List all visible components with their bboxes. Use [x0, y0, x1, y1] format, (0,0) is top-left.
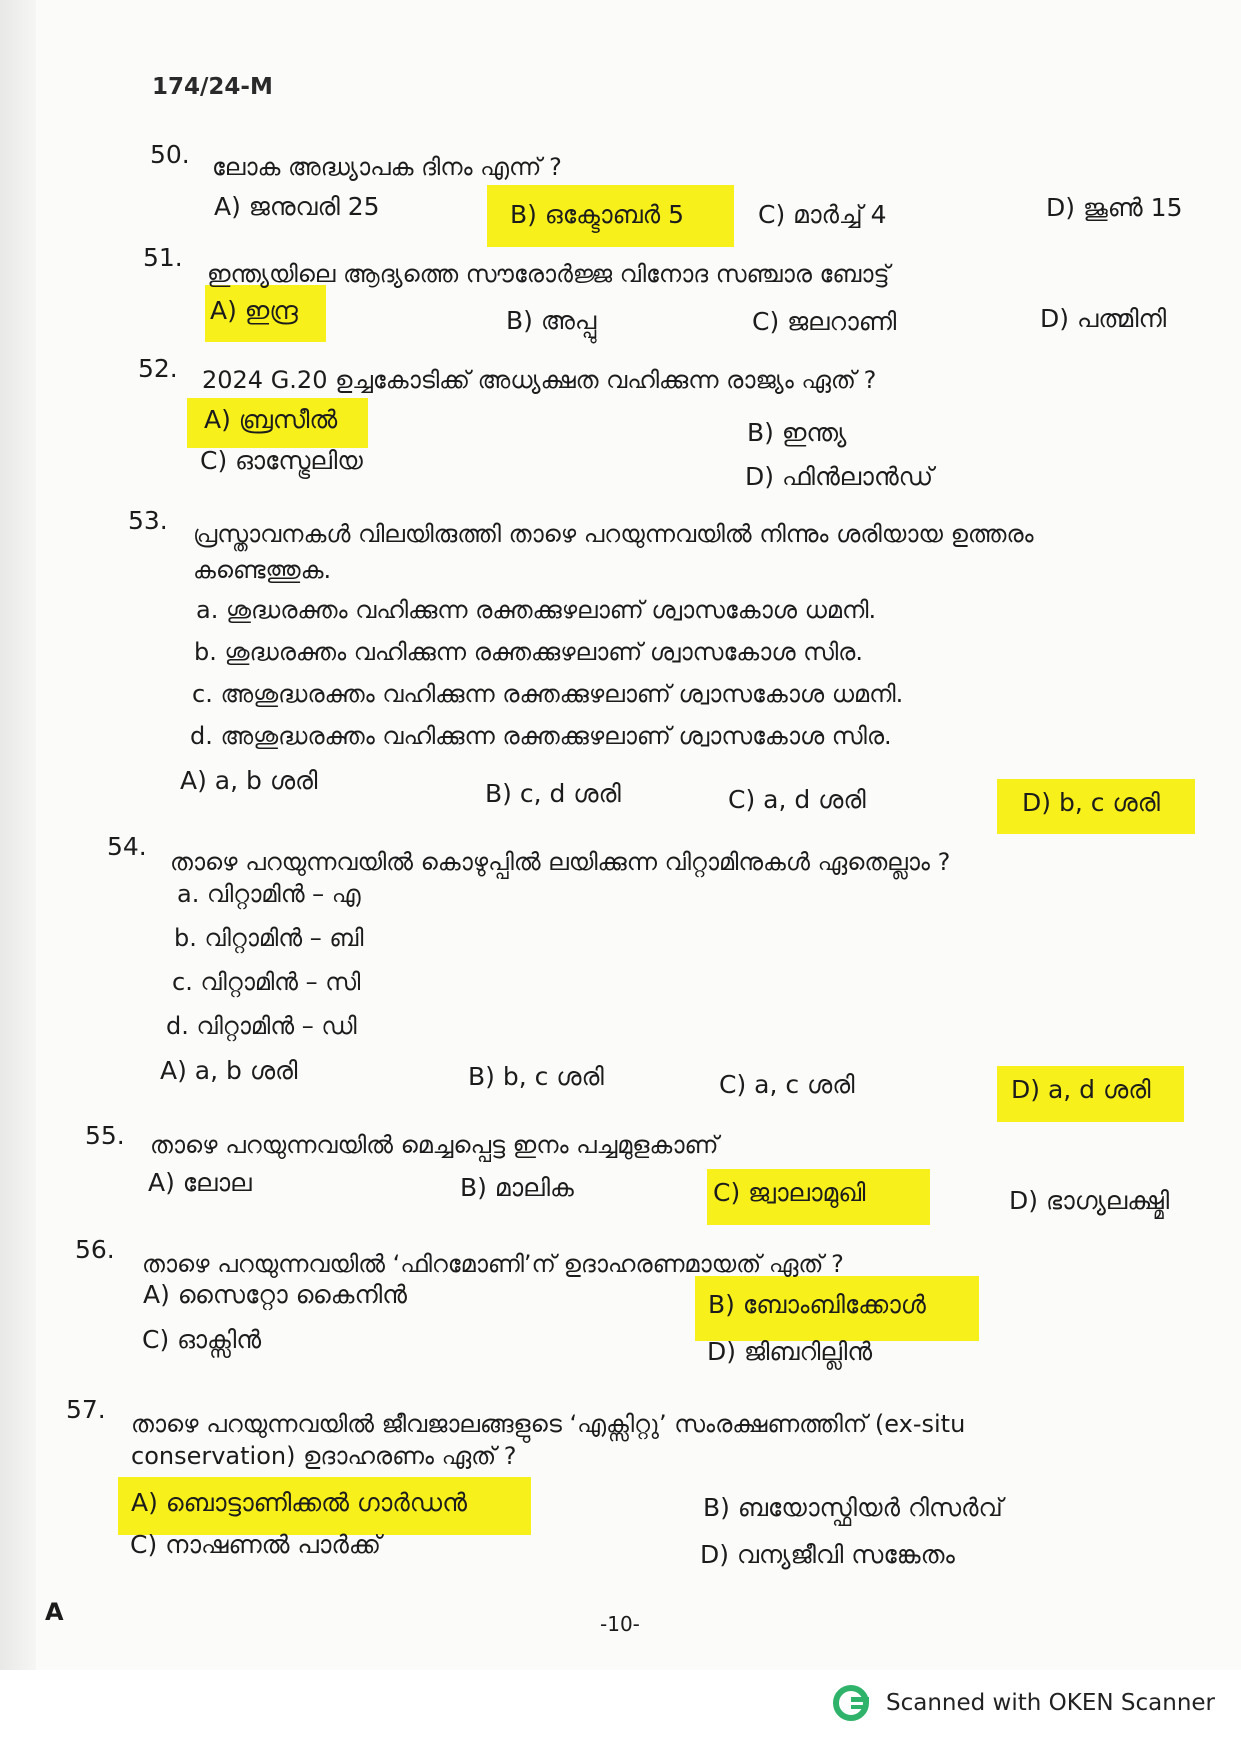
statement-a: a. വിറ്റാമിൻ – എ [177, 880, 361, 908]
question-text-line2: conservation) ഉദാഹരണം ഏത് ? [131, 1442, 517, 1470]
question-number: 51. [143, 243, 183, 272]
statement-b: b. ശുദ്ധരക്തം വഹിക്കുന്ന രക്തക്കുഴലാണ് ശ്വാസകോശ സിര. [194, 638, 863, 666]
question-number: 52. [138, 354, 178, 383]
statement-d: d. അശുദ്ധരക്തം വഹിക്കുന്ന രക്തക്കുഴലാണ് ശ്വാസകോശ സിര. [190, 722, 892, 750]
question-text-line1: താഴെ പറയുന്നവയിൽ ജീവജാലങ്ങളുടെ ‘എക്സിറ്റു’ സംരക്ഷണത്തിന് (ex-situ [131, 1410, 966, 1438]
option-d: D) ജൂൺ 15 [1046, 193, 1183, 222]
option-a: A) ബ്രസീൽ [204, 405, 338, 434]
question-text: 2024 G.20 ഉച്ചകോടിക്ക് അധ്യക്ഷത വഹിക്കുന്ന രാജ്യം ഏത് ? [202, 366, 877, 394]
question-text: ലോക അദ്ധ്യാപക ദിനം എന്ന് ? [212, 153, 562, 181]
page-number: -10- [600, 1612, 640, 1636]
statement-c: c. വിറ്റാമിൻ – സി [172, 968, 361, 996]
option-b: B) ബോംബിക്കോൾ [708, 1290, 926, 1319]
question-number: 56. [75, 1235, 115, 1264]
option-d: D) ജിബറില്ലിൻ [707, 1337, 873, 1366]
option-b: B) ഇന്ത്യ [747, 418, 847, 447]
question-text-line2: കണ്ടെത്തുക. [193, 556, 332, 584]
scanner-watermark [830, 1672, 1230, 1734]
question-text: ഇന്ത്യയിലെ ആദ്യത്തെ സൗരോർജ്ജ വിനോദ സഞ്ചാര ബോട്ട് [207, 260, 890, 288]
option-d: D) പത്മിനി [1040, 304, 1167, 333]
option-a: A) ജനുവരി 25 [214, 192, 380, 221]
option-b: B) അപ്പു [506, 306, 597, 335]
option-c: C) a, d ശരി [728, 785, 866, 814]
option-c: C) a, c ശരി [719, 1070, 855, 1099]
option-c: C) ഓക്സിൻ [142, 1325, 262, 1354]
option-d: D) b, c ശരി [1022, 788, 1160, 817]
statement-a: a. ശുദ്ധരക്തം വഹിക്കുന്ന രക്തക്കുഴലാണ് ശ്വാസകോശ ധമനി. [196, 596, 877, 624]
series-code: A [45, 1598, 64, 1626]
option-b: B) b, c ശരി [468, 1062, 604, 1091]
scanner-label: Scanned with OKEN Scanner [886, 1690, 1215, 1716]
question-text: താഴെ പറയുന്നവയിൽ മെച്ചപ്പെട്ട ഇനം പച്ചമുളകാണ് [150, 1131, 719, 1159]
question-number: 50. [150, 140, 190, 169]
option-d: D) ഭാഗ്യലക്ഷ്മി [1009, 1186, 1170, 1215]
question-number: 54. [107, 832, 147, 861]
option-d: D) a, d ശരി [1011, 1075, 1151, 1104]
statement-c: c. അശുദ്ധരക്തം വഹിക്കുന്ന രക്തക്കുഴലാണ് ശ്വാസകോശ ധമനി. [192, 680, 904, 708]
scan-edge [0, 0, 36, 1670]
option-a: A) സൈറ്റോ കൈനിൻ [143, 1280, 407, 1309]
option-b: B) c, d ശരി [485, 779, 621, 808]
question-number: 55. [85, 1121, 125, 1150]
option-c: C) മാർച്ച് 4 [758, 200, 887, 229]
option-b: B) ഒക്ടോബർ 5 [510, 200, 685, 229]
oken-logo-icon [830, 1682, 872, 1724]
option-a: A) a, b ശരി [160, 1056, 298, 1085]
option-a: A) a, b ശരി [180, 766, 318, 795]
option-a: A) ലോല [148, 1168, 252, 1197]
option-c: C) ജലറാണി [752, 307, 897, 336]
option-b: B) മാലിക [460, 1173, 574, 1202]
option-b: B) ബയോസ്ഫിയർ റിസർവ് [703, 1493, 1003, 1522]
statement-d: d. വിറ്റാമിൻ – ഡി [166, 1012, 357, 1040]
question-text-line1: പ്രസ്താവനകൾ വിലയിരുത്തി താഴെ പറയുന്നവയിൽ നിന്നും ശരിയായ ഉത്തരം [193, 520, 1034, 548]
option-a: A) ഇന്ദ്ര [210, 296, 298, 325]
option-d: D) ഫിൻലാൻഡ് [745, 462, 934, 491]
question-number: 57. [66, 1395, 106, 1424]
question-text: താഴെ പറയുന്നവയിൽ ‘ഫിറമോണി’ന് ഉദാഹരണമായത് ഏത് ? [142, 1250, 844, 1278]
question-number: 53. [128, 506, 168, 535]
statement-b: b. വിറ്റാമിൻ – ബി [174, 924, 364, 952]
option-c: C) ജ്വാലാമുഖി [713, 1178, 866, 1207]
question-text: താഴെ പറയുന്നവയിൽ കൊഴുപ്പിൽ ലയിക്കുന്ന വിറ്റാമിനുകൾ ഏതെല്ലാം ? [170, 848, 951, 876]
option-c: C) നാഷണൽ പാർക്ക് [130, 1530, 382, 1559]
option-a: A) ബൊട്ടാണിക്കൽ ഗാർഡൻ [131, 1488, 467, 1517]
option-c: C) ഓസ്ട്രേലിയ [200, 446, 363, 475]
paper-code: 174/24-M [152, 74, 273, 100]
option-d: D) വന്യജീവി സങ്കേതം [700, 1540, 955, 1569]
